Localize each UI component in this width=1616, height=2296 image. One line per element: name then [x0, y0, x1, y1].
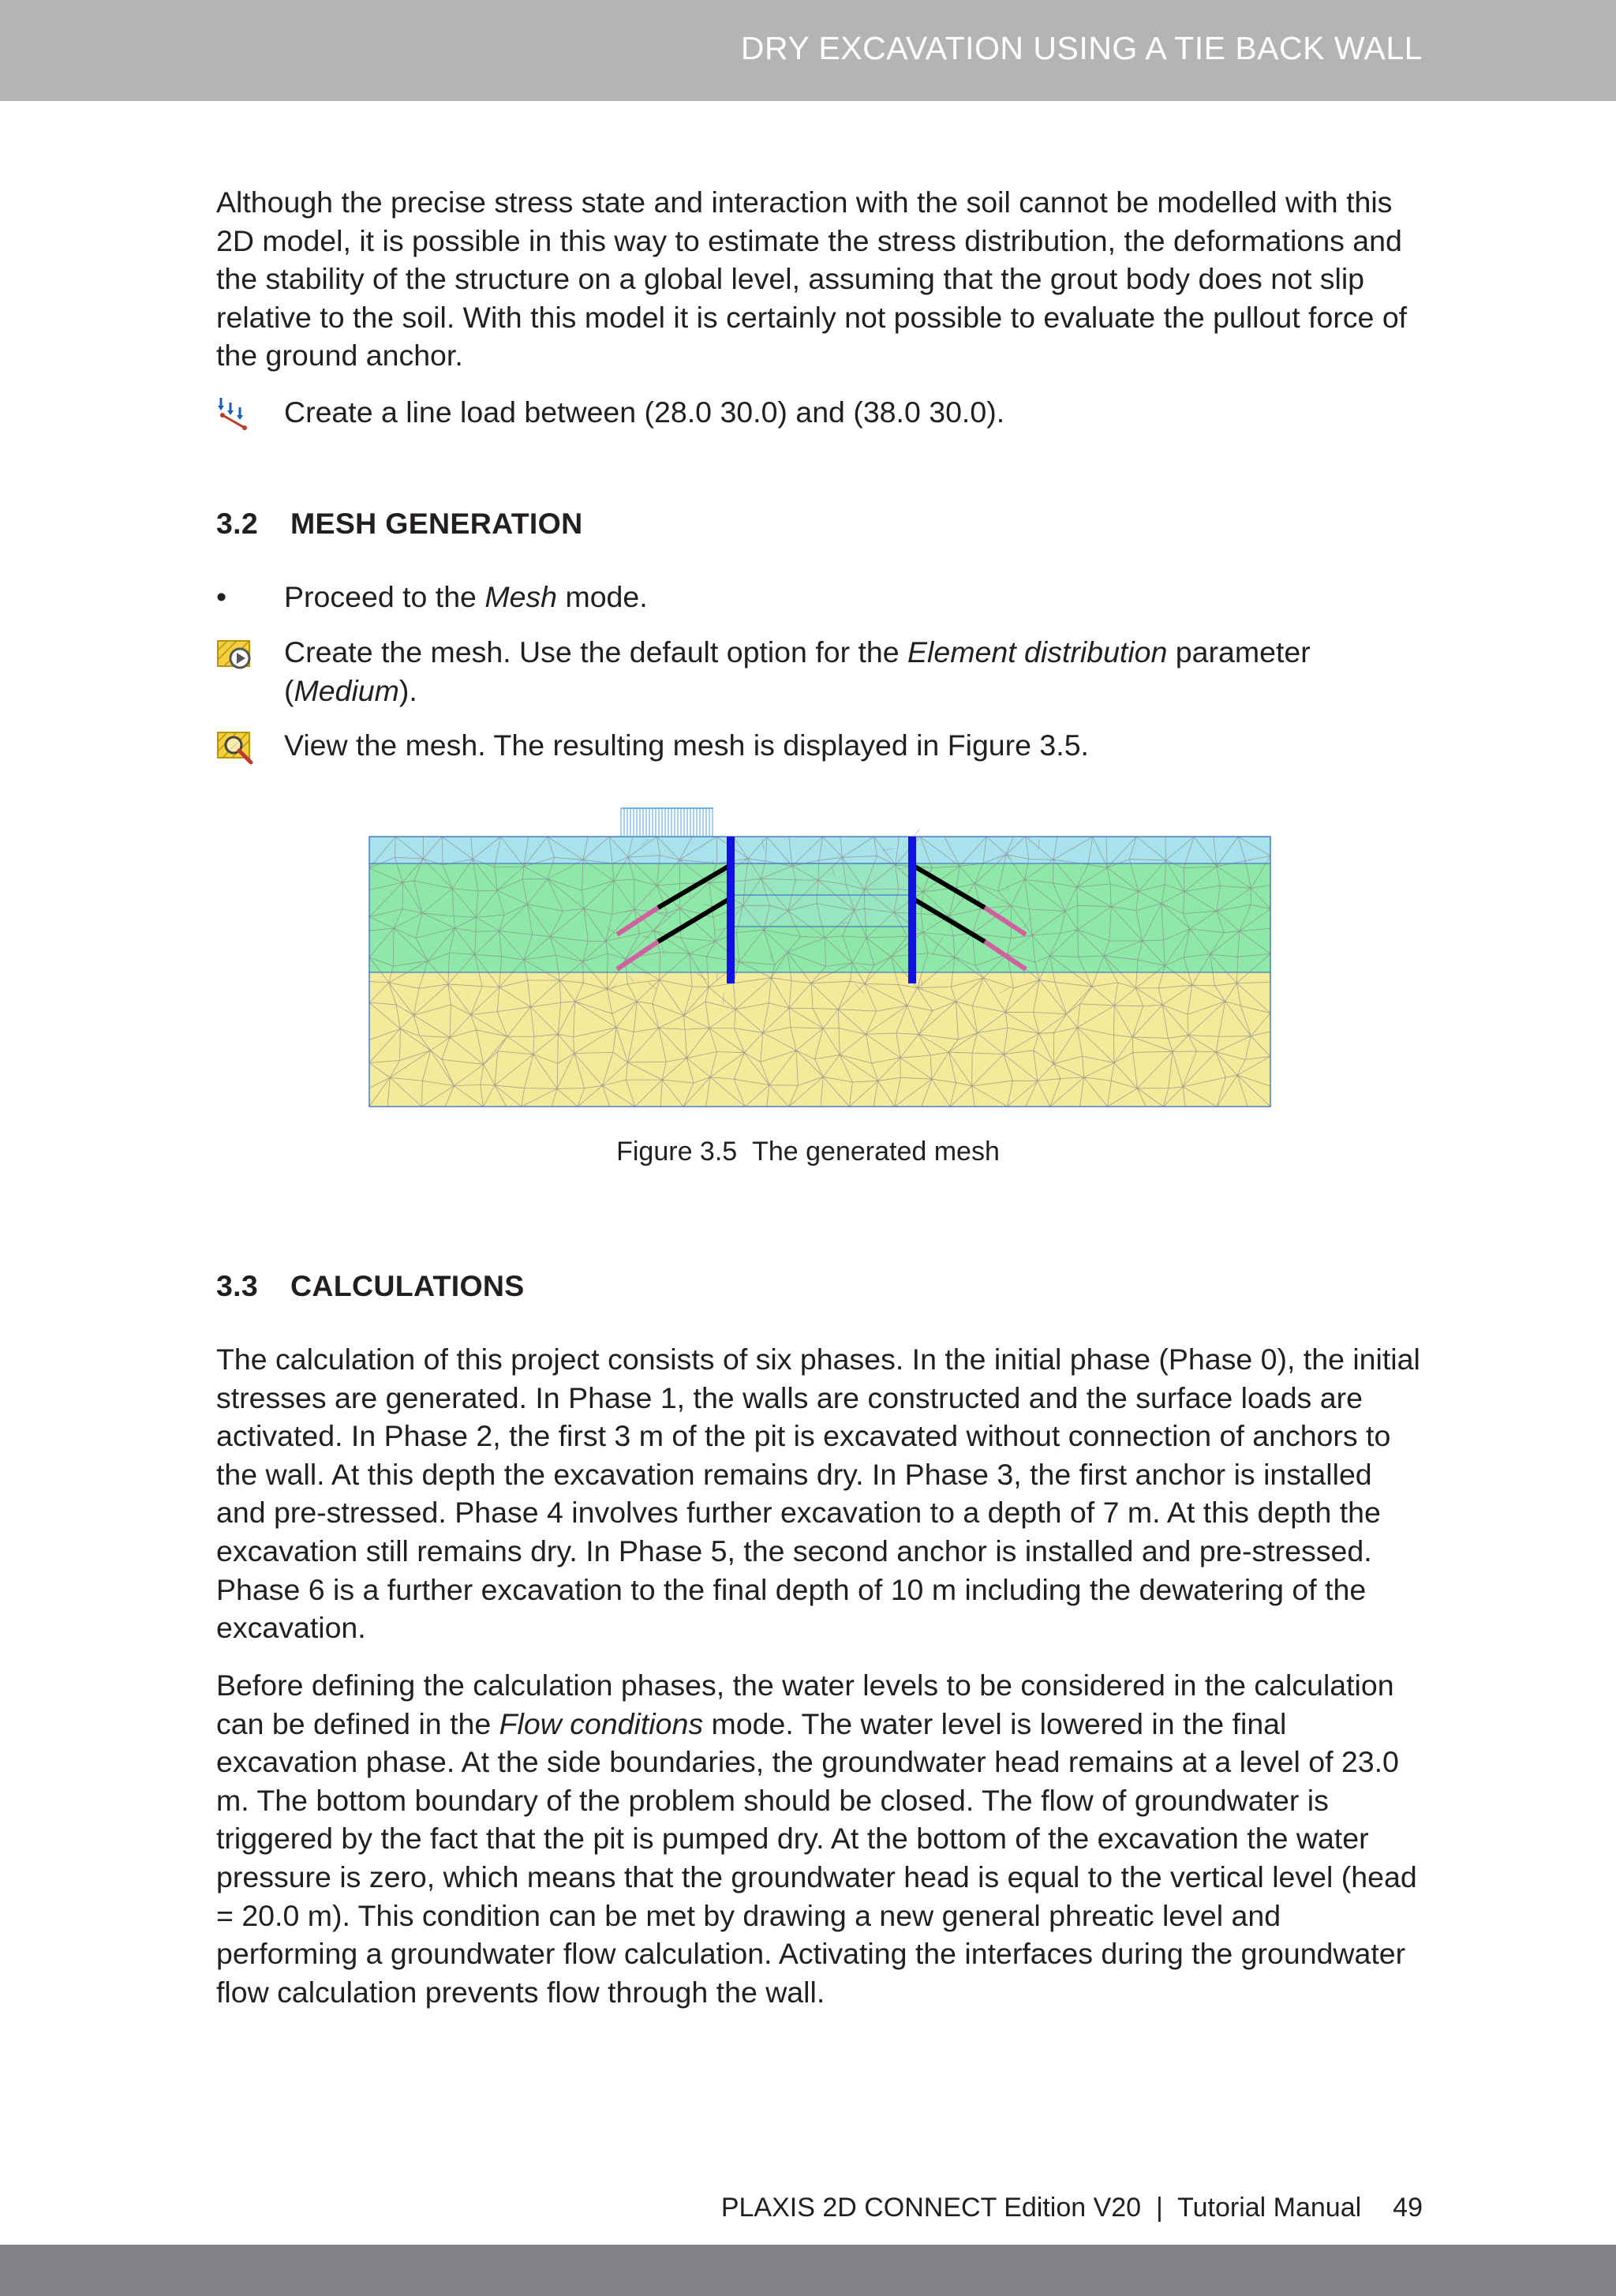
proceed-text: [284, 578, 1423, 616]
calculations-text-2: [216, 1666, 1423, 2011]
footer-product: PLAXIS 2D CONNECT Edition V20 | Tutorial Manual: [720, 2193, 1362, 2223]
chapter-title: DRY EXCAVATION USING A TIE BACK WALL: [740, 30, 1423, 66]
proceed-post: mode.: [557, 580, 648, 613]
intro-text: Although the precise stress state and interaction with the soil cannot be modelled with this 2D model, it is possible in this way to estimate the stress distribution, the deformations and the stability of the structure on a global level, assuming that the grout body does not slip relative to the soil. With this model it is certainly not possible to evaluate the pullout force of the ground anchor.: [216, 185, 1408, 373]
calc-p2-post: mode. The water level is lowered in the final excavation phase. At the side boundaries, the groundwater head remains at a level of 23.0 m. The bottom boundary of the problem should be closed. The flow of groundwater is triggered by the fact that the pit is pumped dry. At the bottom of the excavation the water pressure is zero, which means that the groundwater head is equal to the vertical level (head = 20.0 m). This condition can be met by drawing a new general phreatic level and performing a groundwater flow calculation. Activating the interfaces during the groundwater flow calculation prevents flow through the wall.: [216, 1706, 1417, 2009]
intro-paragraph: [216, 183, 1423, 375]
wall-right: [908, 837, 916, 983]
calculations-paragraph-1: [216, 1340, 1423, 1647]
page-footer: [721, 2193, 1423, 2223]
wall-left: [727, 837, 735, 983]
section-heading-calculations: [216, 1269, 525, 1303]
view-mesh-text: View the mesh. The resulting mesh is displayed in Figure 3.5.: [284, 729, 1089, 762]
figure-caption: [0, 1137, 1616, 1167]
bullet-dot: •: [216, 580, 227, 613]
generate-mesh-icon: [216, 635, 254, 672]
calculations-paragraph-2: [216, 1666, 1423, 2011]
flow-conditions-term: Flow conditions: [499, 1706, 704, 1740]
section-heading-mesh: [216, 507, 583, 541]
medium-term: Medium: [294, 673, 399, 707]
line-load-arrows: [621, 808, 713, 837]
section-number: 3.2: [216, 507, 259, 540]
section-number: 3.3: [216, 1269, 259, 1302]
line-load-icon: [216, 395, 254, 433]
element-distribution-term: Element distribution: [907, 635, 1168, 669]
mesh-figure: [366, 803, 1274, 1111]
proceed-pre: Proceed to the: [284, 580, 485, 613]
figure-caption-text: The generated mesh: [752, 1137, 1000, 1167]
figure-label: Figure 3.5: [616, 1137, 738, 1167]
calculations-text-1: The calculation of this project consists of six phases. In the initial phase (Phase 0), the initial stresses are generated. In Phase 1, the walls are constructed and the surface loads are activated. In Phase 2, the first 3 m of the pit is excavated without connection of anchors to the wall. At this depth the excavation remains dry. In Phase 3, the first anchor is installed and pre-stressed. Phase 4 involves further excavation to a depth of 7 m. At this depth the excavation still remains dry. In Phase 5, the second anchor is installed and pre-stressed. Phase 6 is a further excavation to the final depth of 10 m including the dewatering of the excavation.: [216, 1343, 1420, 1645]
create-mesh-post: ).: [398, 673, 417, 707]
create-mesh-text: [284, 633, 1423, 710]
create-mesh-mid: parameter (: [284, 635, 1311, 707]
section-title: CALCULATIONS: [290, 1269, 525, 1302]
line-load-text: Create a line load between (28.0 30.0) and (38.0 30.0).: [284, 395, 1005, 429]
view-mesh-icon: [216, 728, 254, 766]
page-number: 49: [1393, 2193, 1423, 2223]
proceed-mode: Mesh: [484, 580, 558, 613]
section-title: MESH GENERATION: [290, 507, 583, 540]
create-mesh-pre: Create the mesh. Use the default option for the: [284, 635, 908, 669]
calc-p2-pre: Before defining the calculation phases, the water levels to be considered in the calculation can be defined in the: [216, 1669, 1394, 1740]
footer-band: [0, 2245, 1616, 2296]
